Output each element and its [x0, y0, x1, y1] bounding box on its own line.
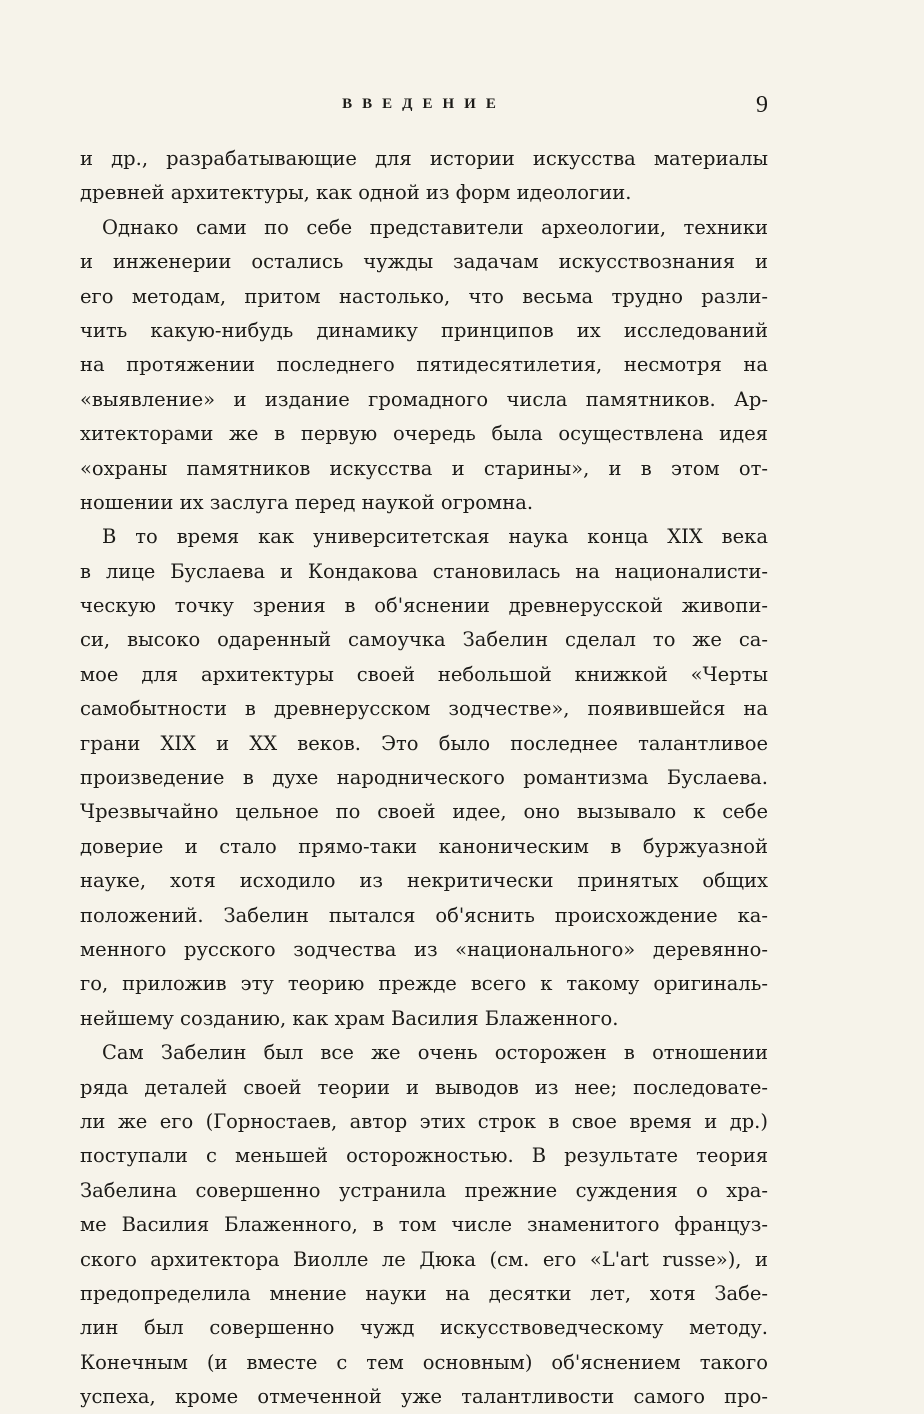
text-line: мое для архитектуры своей небольшой книжкой «Черты [80, 662, 768, 686]
text-line: ряда деталей своей теории и выводов из нее; последовате- [80, 1075, 768, 1099]
text-line: Сам Забелин был все же очень осторожен в отношении [102, 1041, 768, 1065]
text-line: положений. Забелин пытался об'яснить происхождение ка- [80, 903, 768, 927]
text-line: «выявление» и издание громадного числа памятников. Ар- [80, 387, 768, 411]
text-line: ли же его (Горностаев, автор этих строк в свое время и др.) [80, 1109, 768, 1133]
text-line: и инженерии остались чужды задачам искусствознания и [80, 250, 768, 274]
text-line: хитекторами же в первую очередь была осуществлена идея [80, 422, 768, 446]
text-line: науке, хотя исходило из некритически принятых общих [80, 869, 768, 893]
text-line: и др., разрабатывающие для истории искусства материалы [80, 147, 768, 170]
body-text [80, 142, 768, 1414]
text-line: чить какую-нибудь динамику принципов их исследований [80, 318, 768, 342]
text-line: его методам, притом настолько, что весьма трудно разли- [80, 284, 768, 308]
text-line: ческую точку зрения в об'яснении древнерусской живопи- [80, 594, 768, 618]
text-line: грани XIX и XX веков. Это было последнее талантливое [80, 731, 768, 755]
text-line: ношении их заслуга перед наукой огромна. [80, 490, 534, 514]
text-line: нейшему созданию, как храм Василия Блаженного. [80, 1006, 619, 1030]
text-line: си, высоко одаренный самоучка Забелин сделал то же са- [80, 628, 768, 652]
text-line: предопределила мнение науки на десятки лет, хотя Забе- [80, 1281, 768, 1305]
text-line: Чрезвычайно цельное по своей идее, оно вызывало к себе [80, 800, 768, 824]
running-title: ВВЕДЕНИЕ [342, 96, 506, 112]
text-line: доверие и стало прямо-таки каноническим в буржуазной [80, 834, 768, 858]
text-line: в лице Буслаева и Кондакова становилась на националисти- [80, 559, 768, 583]
text-line: менного русского зодчества из «национального» деревянно- [80, 937, 768, 961]
text-line: поступали с меньшей осторожностью. В результате теория [80, 1144, 768, 1168]
text-line: Однако сами по себе представители археологии, техники [102, 215, 768, 239]
text-line: древней архитектуры, как одной из форм идеологии. [80, 181, 632, 205]
text-line: ме Василия Блаженного, в том числе знаменитого француз- [80, 1213, 768, 1237]
text-line: «охраны памятников искусства и старины», и в этом от- [80, 456, 768, 480]
text-line: самобытности в древнерусском зодчестве», появившейся на [80, 697, 768, 721]
text-line: Забелина совершенно устранила прежние суждения о хра- [80, 1178, 768, 1202]
text-line: ского архитектора Виолле ле Дюка (см. его «L'art russe»), и [80, 1247, 768, 1271]
text-line: успеха, кроме отмеченной уже талантливости самого про- [80, 1385, 768, 1409]
text-line: В то время как университетская наука конца XIX века [102, 525, 768, 549]
text-line: Конечным (и вместе с тем основным) об'яснением такого [80, 1350, 768, 1374]
page-number: 9 [756, 92, 768, 118]
text-line: го, приложив эту теорию прежде всего к такому оригиналь- [80, 972, 768, 996]
text-line: произведение в духе народнического романтизма Буслаева. [80, 766, 768, 790]
text-line: лин был совершенно чужд искусствоведческому методу. [80, 1316, 768, 1340]
running-head [80, 92, 768, 122]
text-line: на протяжении последнего пятидесятилетия, несмотря на [80, 353, 768, 377]
